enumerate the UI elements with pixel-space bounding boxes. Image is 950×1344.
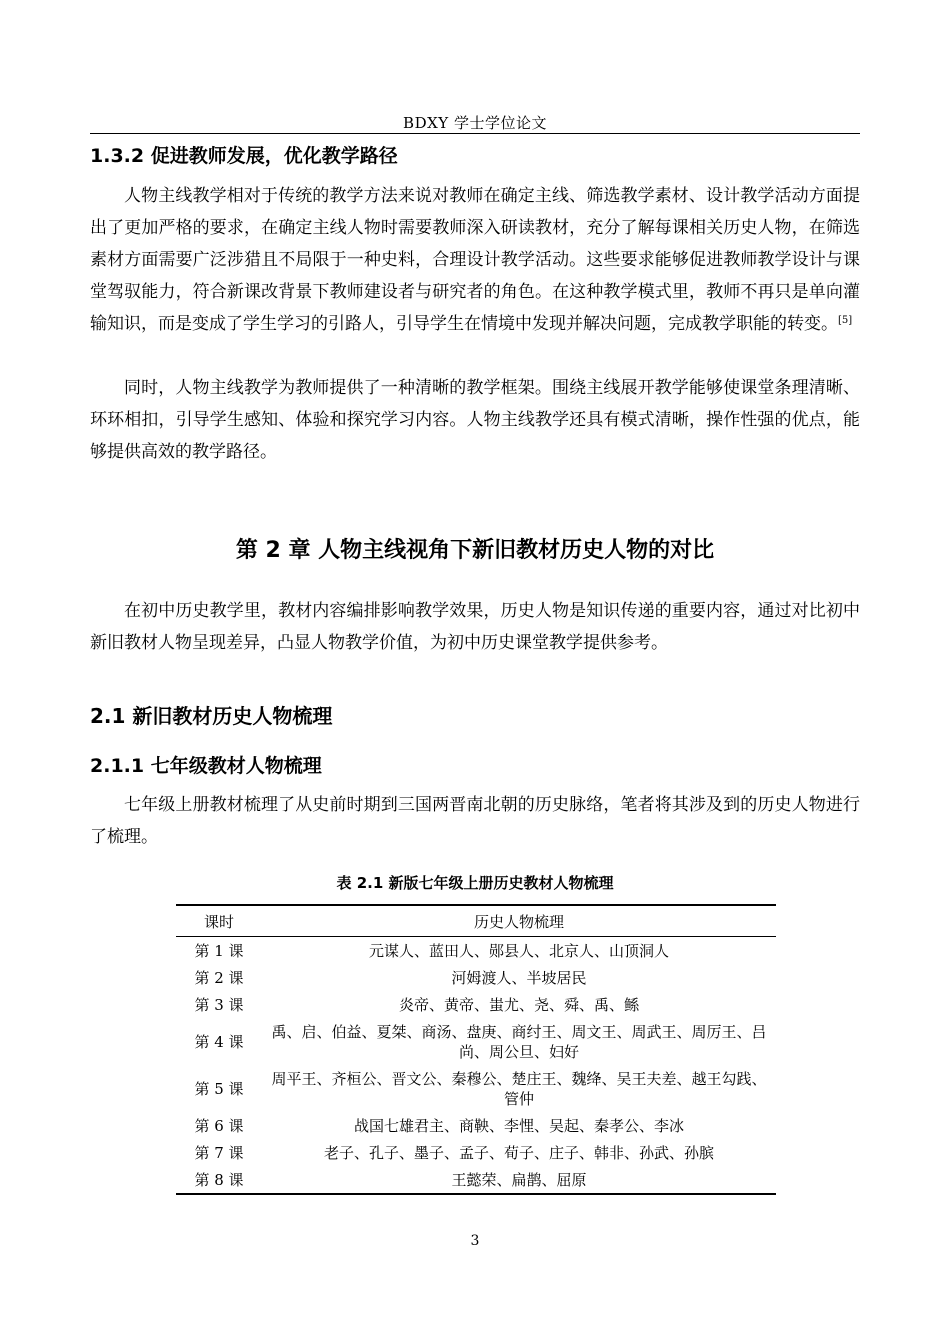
table-caption: 表 2.1 新版七年级上册历史教材人物梳理: [336, 874, 614, 892]
section-heading-1-3-2: 1.3.2 促进教师发展，优化教学路径: [90, 145, 398, 167]
lesson-cell: 第 8 课: [176, 1166, 262, 1194]
chapter-title: 第 2 章 人物主线视角下新旧教材历史人物的对比: [235, 538, 715, 563]
figures-cell: 王懿荣、扁鹊、屈原: [262, 1166, 776, 1194]
header-lesson: 课时: [176, 905, 262, 937]
table-row: [176, 1139, 776, 1166]
lesson-cell: 第 1 课: [194, 942, 244, 960]
figures-cell: 元谋人、蓝田人、郧县人、北京人、山顶洞人: [368, 942, 669, 960]
header-rule: [90, 133, 860, 134]
lesson-cell: 第 6 课: [194, 1117, 244, 1135]
paragraph-2-1-1: 七年级上册教材梳理了从史前时期到三国两晋南北朝的历史脉络，笔者将其涉及到的历史人物进行了梳理。: [90, 795, 860, 847]
section-heading-2-1-1: 2.1.1 七年级教材人物梳理: [90, 755, 322, 777]
running-header: BDXY 学士学位论文: [403, 114, 547, 132]
table-header-row: [176, 905, 776, 937]
page-number: 3: [470, 1233, 480, 1249]
table-row: [176, 964, 776, 991]
figures-cell: 禹、启、伯益、夏桀、商汤、盘庚、商纣王、周文王、周武王、周厉王、吕尚、周公旦、妇好: [271, 1023, 767, 1061]
paragraph-1-3-2-first: [90, 180, 860, 340]
figures-cell: 战国七雄君主、商鞅、李悝、吴起、秦孝公、李冰: [353, 1117, 684, 1135]
chapter-intro: 在初中历史教学里，教材内容编排影响教学效果，历史人物是知识传递的重要内容，通过对比初中新旧教材人物呈现差异，凸显人物教学价值，为初中历史课堂教学提供参考。: [90, 601, 860, 653]
paragraph-text: 人物主线教学相对于传统的教学方法来说对教师在确定主线、筛选教学素材、设计教学活动方面提出了更加严格的要求，在确定主线人物时需要教师深入研读教材，充分了解每课相关历史人物，在筛选素材方面需要广泛涉猎且不局限于一种史料，合理设计教学活动。这些要求能够促进教师教学设计与课堂驾驭能力，符合新课改背景下教师建设者与研究者的角色。在这种教学模式里，教师不再只是单向灌输知识，而是变成了学生学习的引路人，引导学生在情境中发现并解决问题，完成教学职能的转变。: [90, 186, 860, 334]
lesson-cell: 第 3 课: [194, 996, 244, 1014]
table-row: [176, 1018, 776, 1065]
figures-table: [176, 904, 776, 1195]
lesson-cell: 第 4 课: [194, 1033, 244, 1051]
lesson-cell: 第 5 课: [194, 1080, 244, 1098]
section-heading-2-1: 2.1 新旧教材历史人物梳理: [90, 704, 333, 728]
citation-ref: [5]: [838, 315, 853, 326]
paragraph-1-3-2-second: 同时，人物主线教学为教师提供了一种清晰的教学框架。围绕主线展开教学能够使课堂条理清晰、环环相扣，引导学生感知、体验和探究学习内容。人物主线教学还具有模式清晰，操作性强的优点，能够提供高效的教学路径。: [90, 378, 860, 462]
figures-cell: 老子、孔子、墨子、孟子、荀子、庄子、韩非、孙武、孙膑: [323, 1144, 714, 1162]
figures-cell: 河姆渡人、半坡居民: [451, 969, 587, 987]
table-row: [176, 1112, 776, 1139]
figures-cell: 周平王、齐桓公、晋文公、秦穆公、楚庄王、魏绛、吴王夫差、越王勾践、管仲: [271, 1070, 767, 1108]
table-row: [176, 1065, 776, 1112]
table-row: [176, 937, 776, 965]
lesson-cell: 第 2 课: [194, 969, 244, 987]
table-row: [176, 1166, 776, 1194]
header-figures: 历史人物梳理: [262, 905, 776, 937]
table-row: [176, 991, 776, 1018]
figures-cell: 炎帝、黄帝、蚩尤、尧、舜、禹、鲧: [398, 996, 639, 1014]
lesson-cell: 第 7 课: [194, 1144, 244, 1162]
